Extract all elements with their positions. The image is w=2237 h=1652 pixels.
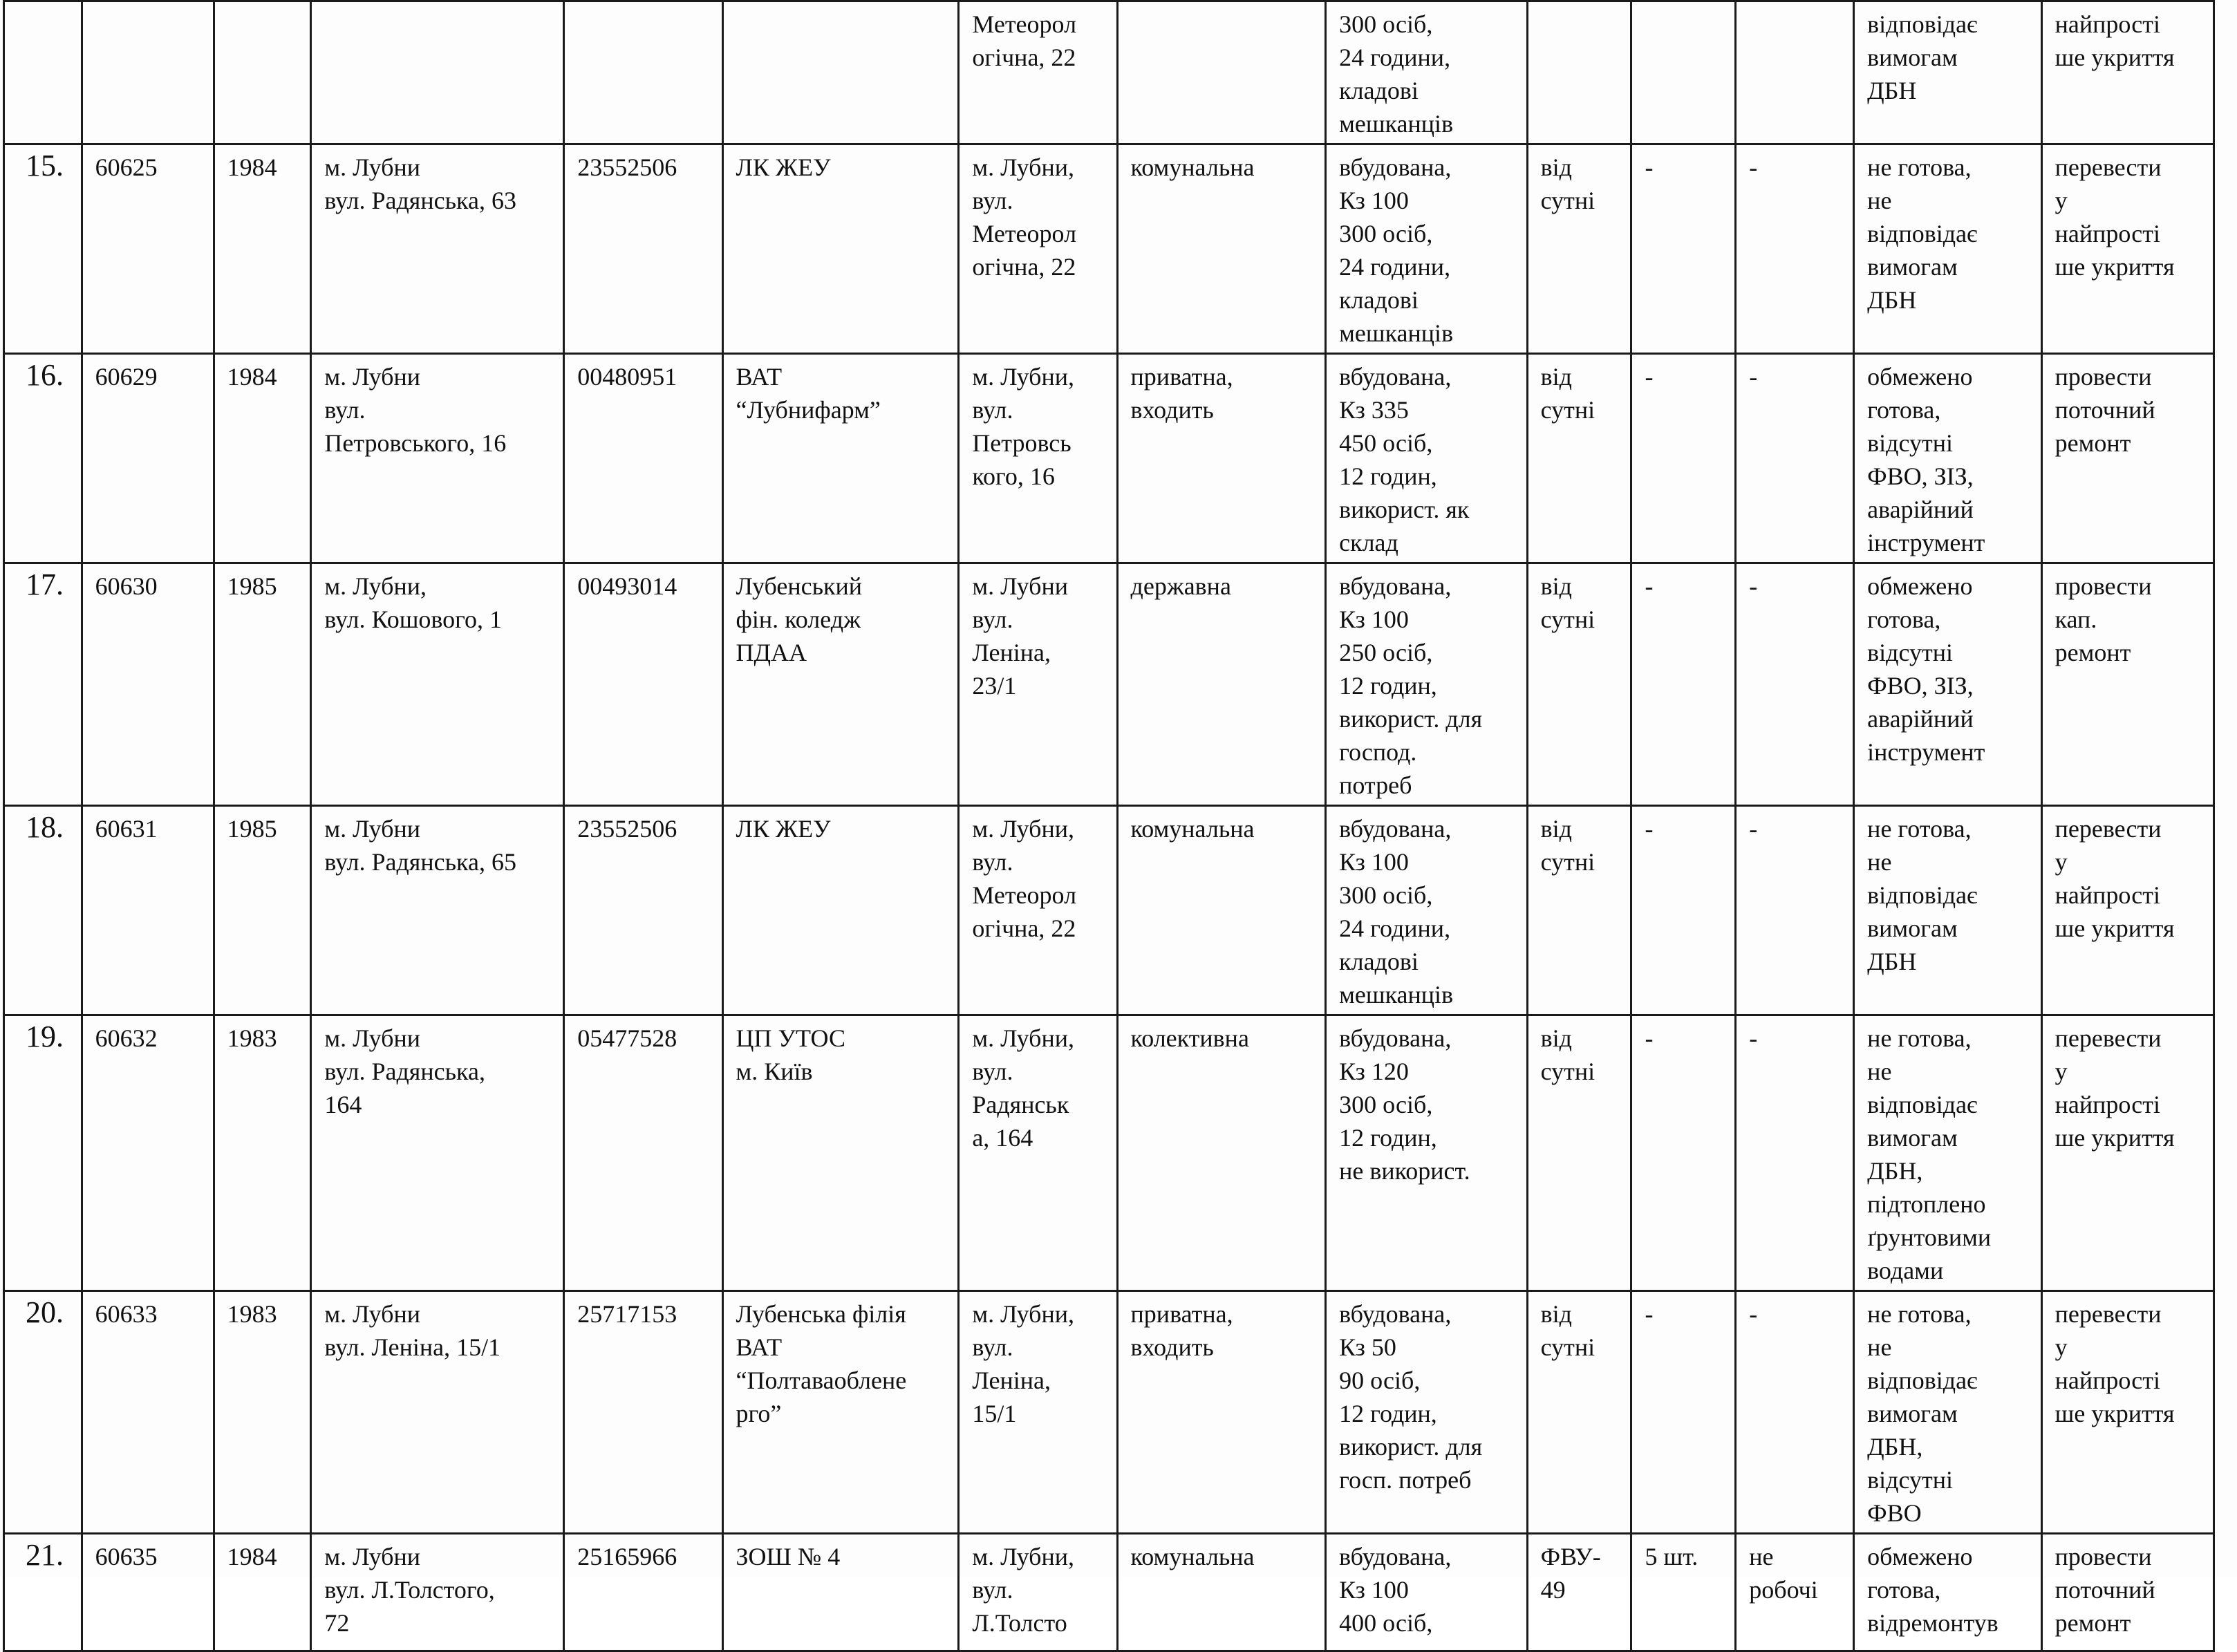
table-row — [4, 563, 2214, 806]
edrpou-code-cell: 00493014 — [564, 563, 722, 806]
unit-condition-cell — [1736, 1, 1854, 144]
owner-location-cell: м. Лубни, вул. Петровсь кого, 16 — [959, 354, 1117, 563]
property-form-cell: державна — [1117, 563, 1326, 806]
filter-ventilation-unit-cell: від сутні — [1527, 1015, 1631, 1291]
filter-ventilation-unit-cell: від сутні — [1527, 144, 1631, 354]
property-form-cell: приватна, входить — [1117, 1291, 1326, 1534]
owner-location-cell: м. Лубни вул. Леніна, 23/1 — [959, 563, 1117, 806]
unit-condition-cell: - — [1736, 144, 1854, 354]
shelter-address-cell: м. Лубни вул. Петровського, 16 — [311, 354, 564, 563]
readiness-status-cell: обмежено готова, відсутні ФВО, ЗІЗ, аварійний інструмент — [1854, 563, 2041, 806]
balance-holder-cell: Лубенський фін. коледж ПДАА — [722, 563, 959, 806]
shelter-address-cell: м. Лубни вул. Леніна, 15/1 — [311, 1291, 564, 1534]
readiness-status-cell: не готова, не відповідає вимогам ДБН — [1854, 806, 2041, 1015]
row-number-cell — [4, 1, 82, 144]
required-action-cell: перевести у найпрості ше укриття — [2041, 144, 2213, 354]
property-form-cell: колективна — [1117, 1015, 1326, 1291]
row-number-cell: 21. — [4, 1534, 82, 1651]
commission-year-cell — [214, 1, 311, 144]
commission-year-cell: 1983 — [214, 1291, 311, 1534]
owner-location-cell: м. Лубни, вул. Метеорол огічна, 22 — [959, 144, 1117, 354]
shelter-code-cell: 60632 — [82, 1015, 214, 1291]
readiness-status-cell: не готова, не відповідає вимогам ДБН — [1854, 144, 2041, 354]
row-number-cell: 20. — [4, 1291, 82, 1534]
unit-condition-cell: - — [1736, 563, 1854, 806]
commission-year-cell: 1984 — [214, 1534, 311, 1651]
commission-year-cell: 1985 — [214, 563, 311, 806]
shelter-characteristics-cell: 300 осіб, 24 години, кладові мешканців — [1326, 1, 1528, 144]
shelter-address-cell: м. Лубни вул. Радянська, 164 — [311, 1015, 564, 1291]
filter-ventilation-unit-cell: від сутні — [1527, 806, 1631, 1015]
shelter-address-cell — [311, 1, 564, 144]
filter-ventilation-unit-cell: ФВУ- 49 — [1527, 1534, 1631, 1651]
shelter-code-cell: 60625 — [82, 144, 214, 354]
readiness-status-cell: відповідає вимогам ДБН — [1854, 1, 2041, 144]
balance-holder-cell: ВАТ “Лубнифарм” — [722, 354, 959, 563]
table-row — [4, 354, 2214, 563]
property-form-cell — [1117, 1, 1326, 144]
shelter-code-cell: 60629 — [82, 354, 214, 563]
commission-year-cell: 1985 — [214, 806, 311, 1015]
filter-ventilation-unit-cell: від сутні — [1527, 1291, 1631, 1534]
owner-location-cell: Метеорол огічна, 22 — [959, 1, 1117, 144]
readiness-status-cell: обмежено готова, відсутні ФВО, ЗІЗ, аварійний інструмент — [1854, 354, 2041, 563]
unit-quantity-cell: - — [1631, 354, 1736, 563]
unit-condition-cell: - — [1736, 806, 1854, 1015]
filter-ventilation-unit-cell — [1527, 1, 1631, 144]
edrpou-code-cell: 00480951 — [564, 354, 722, 563]
readiness-status-cell: не готова, не відповідає вимогам ДБН, підтоплено ґрунтовими водами — [1854, 1015, 2041, 1291]
balance-holder-cell: ЛК ЖЕУ — [722, 144, 959, 354]
property-form-cell: комунальна — [1117, 144, 1326, 354]
shelter-characteristics-cell: вбудована, Кз 100 400 осіб, — [1326, 1534, 1528, 1651]
unit-condition-cell: - — [1736, 354, 1854, 563]
table-row — [4, 806, 2214, 1015]
shelter-address-cell: м. Лубни вул. Л.Толстого, 72 — [311, 1534, 564, 1651]
required-action-cell: провести кап. ремонт — [2041, 563, 2213, 806]
owner-location-cell: м. Лубни, вул. Метеорол огічна, 22 — [959, 806, 1117, 1015]
filter-ventilation-unit-cell: від сутні — [1527, 354, 1631, 563]
required-action-cell: перевести у найпрості ше укриття — [2041, 806, 2213, 1015]
edrpou-code-cell: 23552506 — [564, 144, 722, 354]
shelter-code-cell: 60635 — [82, 1534, 214, 1651]
balance-holder-cell: ЦП УТОС м. Київ — [722, 1015, 959, 1291]
required-action-cell: провести поточний ремонт — [2041, 354, 2213, 563]
owner-location-cell: м. Лубни, вул. Л.Толсто — [959, 1534, 1117, 1651]
owner-location-cell: м. Лубни, вул. Радянськ а, 164 — [959, 1015, 1117, 1291]
row-number-cell: 16. — [4, 354, 82, 563]
unit-condition-cell: - — [1736, 1291, 1854, 1534]
commission-year-cell: 1983 — [214, 1015, 311, 1291]
commission-year-cell: 1984 — [214, 144, 311, 354]
shelter-characteristics-cell: вбудована, Кз 120 300 осіб, 12 годин, не використ. — [1326, 1015, 1528, 1291]
readiness-status-cell: не готова, не відповідає вимогам ДБН, відсутні ФВО — [1854, 1291, 2041, 1534]
edrpou-code-cell: 25717153 — [564, 1291, 722, 1534]
shelter-characteristics-cell: вбудована, Кз 335 450 осіб, 12 годин, використ. як склад — [1326, 354, 1528, 563]
owner-location-cell: м. Лубни, вул. Леніна, 15/1 — [959, 1291, 1117, 1534]
balance-holder-cell — [722, 1, 959, 144]
shelter-characteristics-cell: вбудована, Кз 100 300 осіб, 24 години, кладові мешканців — [1326, 144, 1528, 354]
edrpou-code-cell: 25165966 — [564, 1534, 722, 1651]
shelter-characteristics-cell: вбудована, Кз 50 90 осіб, 12 годин, використ. для госп. потреб — [1326, 1291, 1528, 1534]
row-number-cell: 15. — [4, 144, 82, 354]
table-row — [4, 144, 2214, 354]
balance-holder-cell: Лубенська філія ВАТ “Полтаваоблене рго” — [722, 1291, 959, 1534]
unit-quantity-cell: - — [1631, 144, 1736, 354]
required-action-cell: перевести у найпрості ше укриття — [2041, 1015, 2213, 1291]
property-form-cell: комунальна — [1117, 806, 1326, 1015]
property-form-cell: комунальна — [1117, 1534, 1326, 1651]
filter-ventilation-unit-cell: від сутні — [1527, 563, 1631, 806]
unit-quantity-cell: - — [1631, 1291, 1736, 1534]
unit-condition-cell: - — [1736, 1015, 1854, 1291]
shelter-registry-table — [3, 0, 2215, 1652]
unit-quantity-cell: - — [1631, 563, 1736, 806]
unit-quantity-cell: 5 шт. — [1631, 1534, 1736, 1651]
balance-holder-cell: ЗОШ № 4 — [722, 1534, 959, 1651]
unit-quantity-cell: - — [1631, 806, 1736, 1015]
readiness-status-cell: обмежено готова, відремонтув — [1854, 1534, 2041, 1651]
table-row — [4, 1, 2214, 144]
shelter-characteristics-cell: вбудована, Кз 100 250 осіб, 12 годин, використ. для господ. потреб — [1326, 563, 1528, 806]
required-action-cell: провести поточний ремонт — [2041, 1534, 2213, 1651]
balance-holder-cell: ЛК ЖЕУ — [722, 806, 959, 1015]
edrpou-code-cell: 05477528 — [564, 1015, 722, 1291]
shelter-address-cell: м. Лубни вул. Радянська, 65 — [311, 806, 564, 1015]
edrpou-code-cell: 23552506 — [564, 806, 722, 1015]
shelter-characteristics-cell: вбудована, Кз 100 300 осіб, 24 години, кладові мешканців — [1326, 806, 1528, 1015]
unit-condition-cell: не робочі — [1736, 1534, 1854, 1651]
commission-year-cell: 1984 — [214, 354, 311, 563]
row-number-cell: 18. — [4, 806, 82, 1015]
table-row — [4, 1534, 2214, 1651]
table-row — [4, 1015, 2214, 1291]
shelter-code-cell — [82, 1, 214, 144]
shelter-address-cell: м. Лубни, вул. Кошового, 1 — [311, 563, 564, 806]
property-form-cell: приватна, входить — [1117, 354, 1326, 563]
shelter-code-cell: 60630 — [82, 563, 214, 806]
edrpou-code-cell — [564, 1, 722, 144]
shelter-address-cell: м. Лубни вул. Радянська, 63 — [311, 144, 564, 354]
unit-quantity-cell — [1631, 1, 1736, 144]
table-row — [4, 1291, 2214, 1534]
shelter-code-cell: 60631 — [82, 806, 214, 1015]
shelter-code-cell: 60633 — [82, 1291, 214, 1534]
required-action-cell: найпрості ше укриття — [2041, 1, 2213, 144]
required-action-cell: перевести у найпрості ше укриття — [2041, 1291, 2213, 1534]
row-number-cell: 17. — [4, 563, 82, 806]
row-number-cell: 19. — [4, 1015, 82, 1291]
unit-quantity-cell: - — [1631, 1015, 1736, 1291]
